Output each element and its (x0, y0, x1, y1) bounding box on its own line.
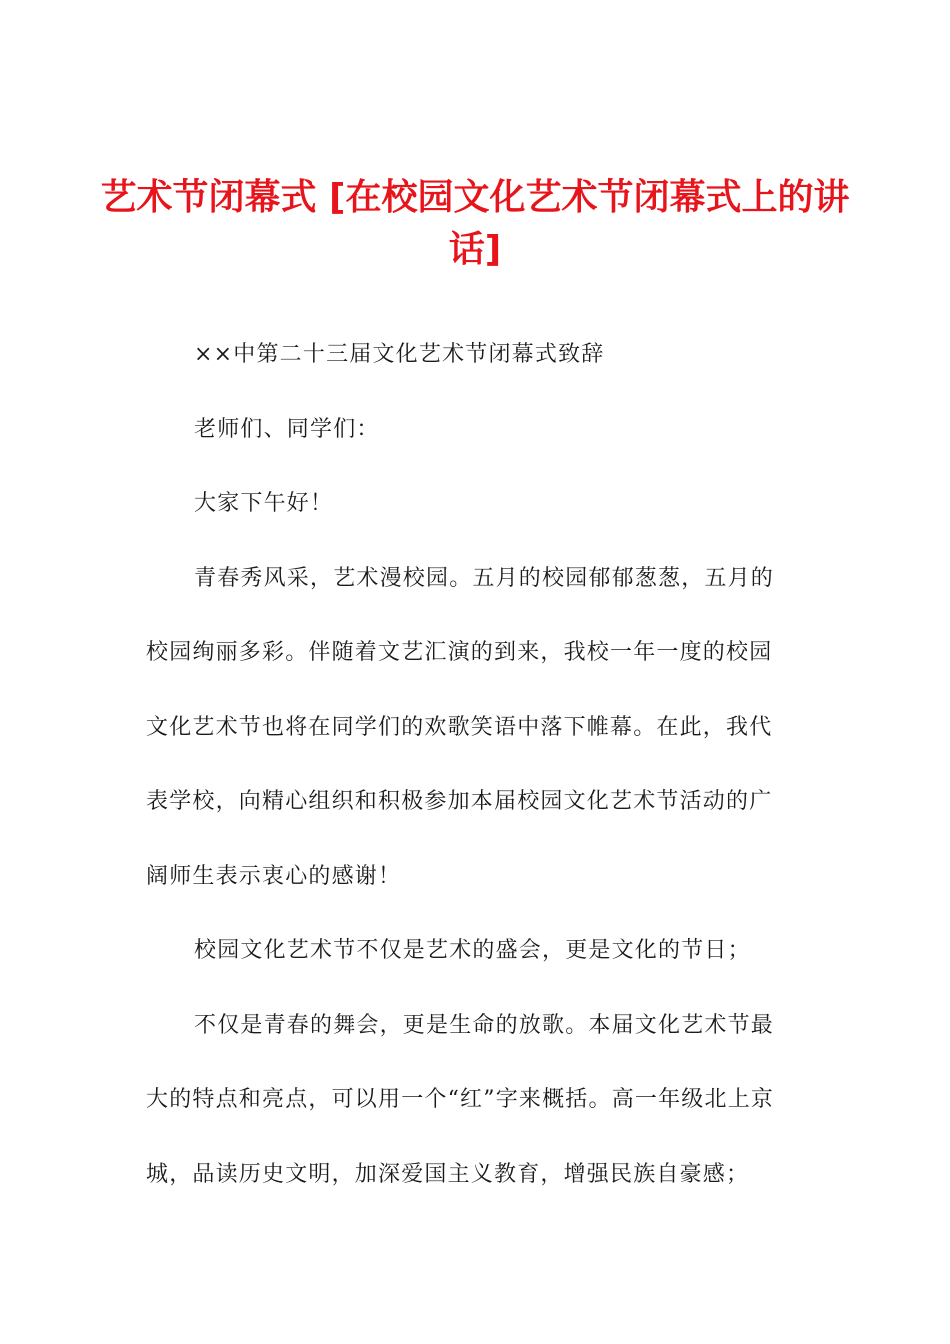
document-body (146, 318, 794, 1212)
paragraph-salutation: 老师们、同学们： (194, 416, 380, 442)
document-title: 艺术节闭幕式 [在校园文化艺术节闭幕式上的讲话] (100, 177, 850, 271)
paragraph-festival-meaning: 校园文化艺术节不仅是艺术的盛会，更是文化的节日； (194, 938, 751, 963)
paragraph-heading-line: ××中第二十三届文化艺术节闭幕式致辞 (194, 342, 605, 367)
paragraph-greeting: 大家下午好！ (194, 491, 334, 516)
paragraph-opening: 青春秀风采，艺术漫校园。五月的校园郁郁葱葱，五月的校园绚丽多彩。伴随着文艺汇演的到来，我校一年一度的校园文化艺术节也将在同学们的欢歌笑语中落下帷幕。在此，我代表学校，向精心组织和积极参加本届校园文化艺术节活动的广阔师生表示衷心的感谢！ (146, 565, 775, 889)
paragraph-highlights: 不仅是青春的舞会，更是生命的放歌。本届文化艺术节最大的特点和亮点，可以用一个“红”字来概括。高一年级北上京城，品读历史文明，加深爱国主义教育，增强民族自豪感； (146, 1012, 775, 1187)
